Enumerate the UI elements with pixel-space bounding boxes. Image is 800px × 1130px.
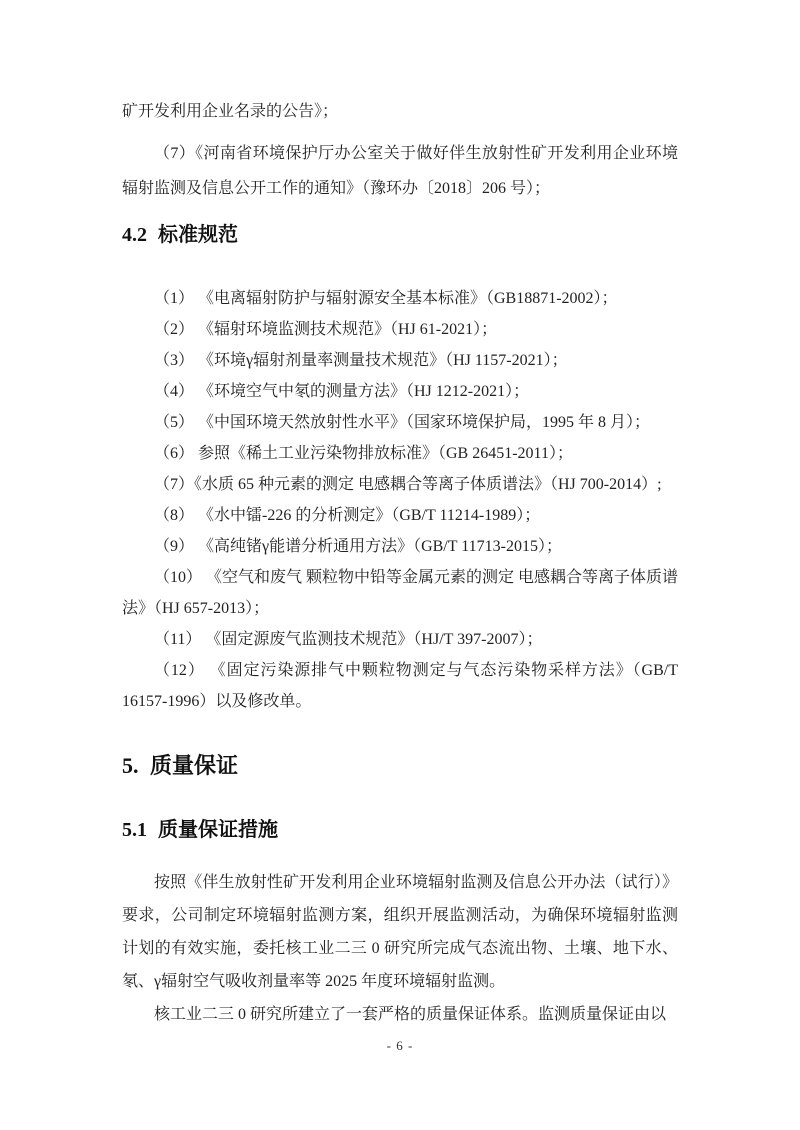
standard-item-2: （2） 《辐射环境监测技术规范》（HJ 61-2021）； (154, 321, 498, 338)
standard-item-10: （10） 《空气和废气 颗粒物中铅等金属元素的测定 电感耦合等离子体质谱法》（HJ 657-2013）； (122, 569, 679, 617)
quality-assurance-paragraph-2: 核工业二三 0 研究所建立了一套严格的质量保证体系。监测质量保证由以 (154, 1006, 667, 1023)
standard-item-4: （4） 《环境空气中氡的测量方法》（HJ 1212-2021）； (154, 383, 530, 400)
heading-section-4-2: 4.2 标准规范 (122, 224, 238, 246)
reference-item-7: （7）《河南省环境保护厅办公室关于做好伴生放射性矿开发利用企业环境辐射监测及信息公开工作的通知》（豫环办〔2018〕206 号）； (122, 145, 678, 197)
continuation-paragraph: 矿开发利用企业名录的公告》； (122, 103, 339, 120)
heading-section-5-1: 5.1 质量保证措施 (122, 819, 278, 841)
standard-item-12: （12） 《固定污染源排气中颗粒物测定与气态污染物采样方法》（GB/T 16157-1996）以及修改单。 (122, 662, 678, 710)
standard-item-3: （3） 《环境γ辐射剂量率测量技术规范》（HJ 1157-2021）； (154, 352, 568, 369)
document-body (122, 0, 678, 1031)
standard-item-6: （6） 参照《稀土工业污染物排放标准》（GB 26451-2011）； (154, 445, 573, 462)
standard-item-7: （7）《水质 65 种元素的测定 电感耦合等离子体质谱法》（HJ 700-2014）; (154, 476, 662, 493)
standard-item-8: （8） 《水中镭-226 的分析测定》（GB/T 11214-1989）； (154, 507, 541, 524)
standards-list (122, 283, 678, 717)
heading-section-5: 5. 质量保证 (122, 753, 239, 778)
standard-item-9: （9） 《高纯锗γ能谱分析通用方法》（GB/T 11713-2015）； (154, 538, 562, 555)
quality-assurance-paragraph-1: 按照《伴生放射性矿开发利用企业环境辐射监测及信息公开办法（试行）》要求，公司制定环境辐射监测方案，组织开展监测活动，为确保环境辐射监测计划的有效实施，委托核工业二三 0 研究所完成气态流出物、土壤、地下水、氡、γ辐射空气吸收剂量率等 2025 年度环境辐射监测。 (122, 874, 678, 990)
standard-item-5: （5） 《中国环境天然放射性水平》（国家环境保护局，1995 年 8 月）； (154, 414, 651, 431)
standard-item-11: （11） 《固定源废气监测技术规范》（HJ/T 397-2007）； (154, 631, 543, 648)
page-number: - 6 - (386, 1038, 414, 1053)
standard-item-1: （1） 《电离辐射防护与辐射源安全基本标准》（GB18871-2002）； (154, 290, 618, 307)
